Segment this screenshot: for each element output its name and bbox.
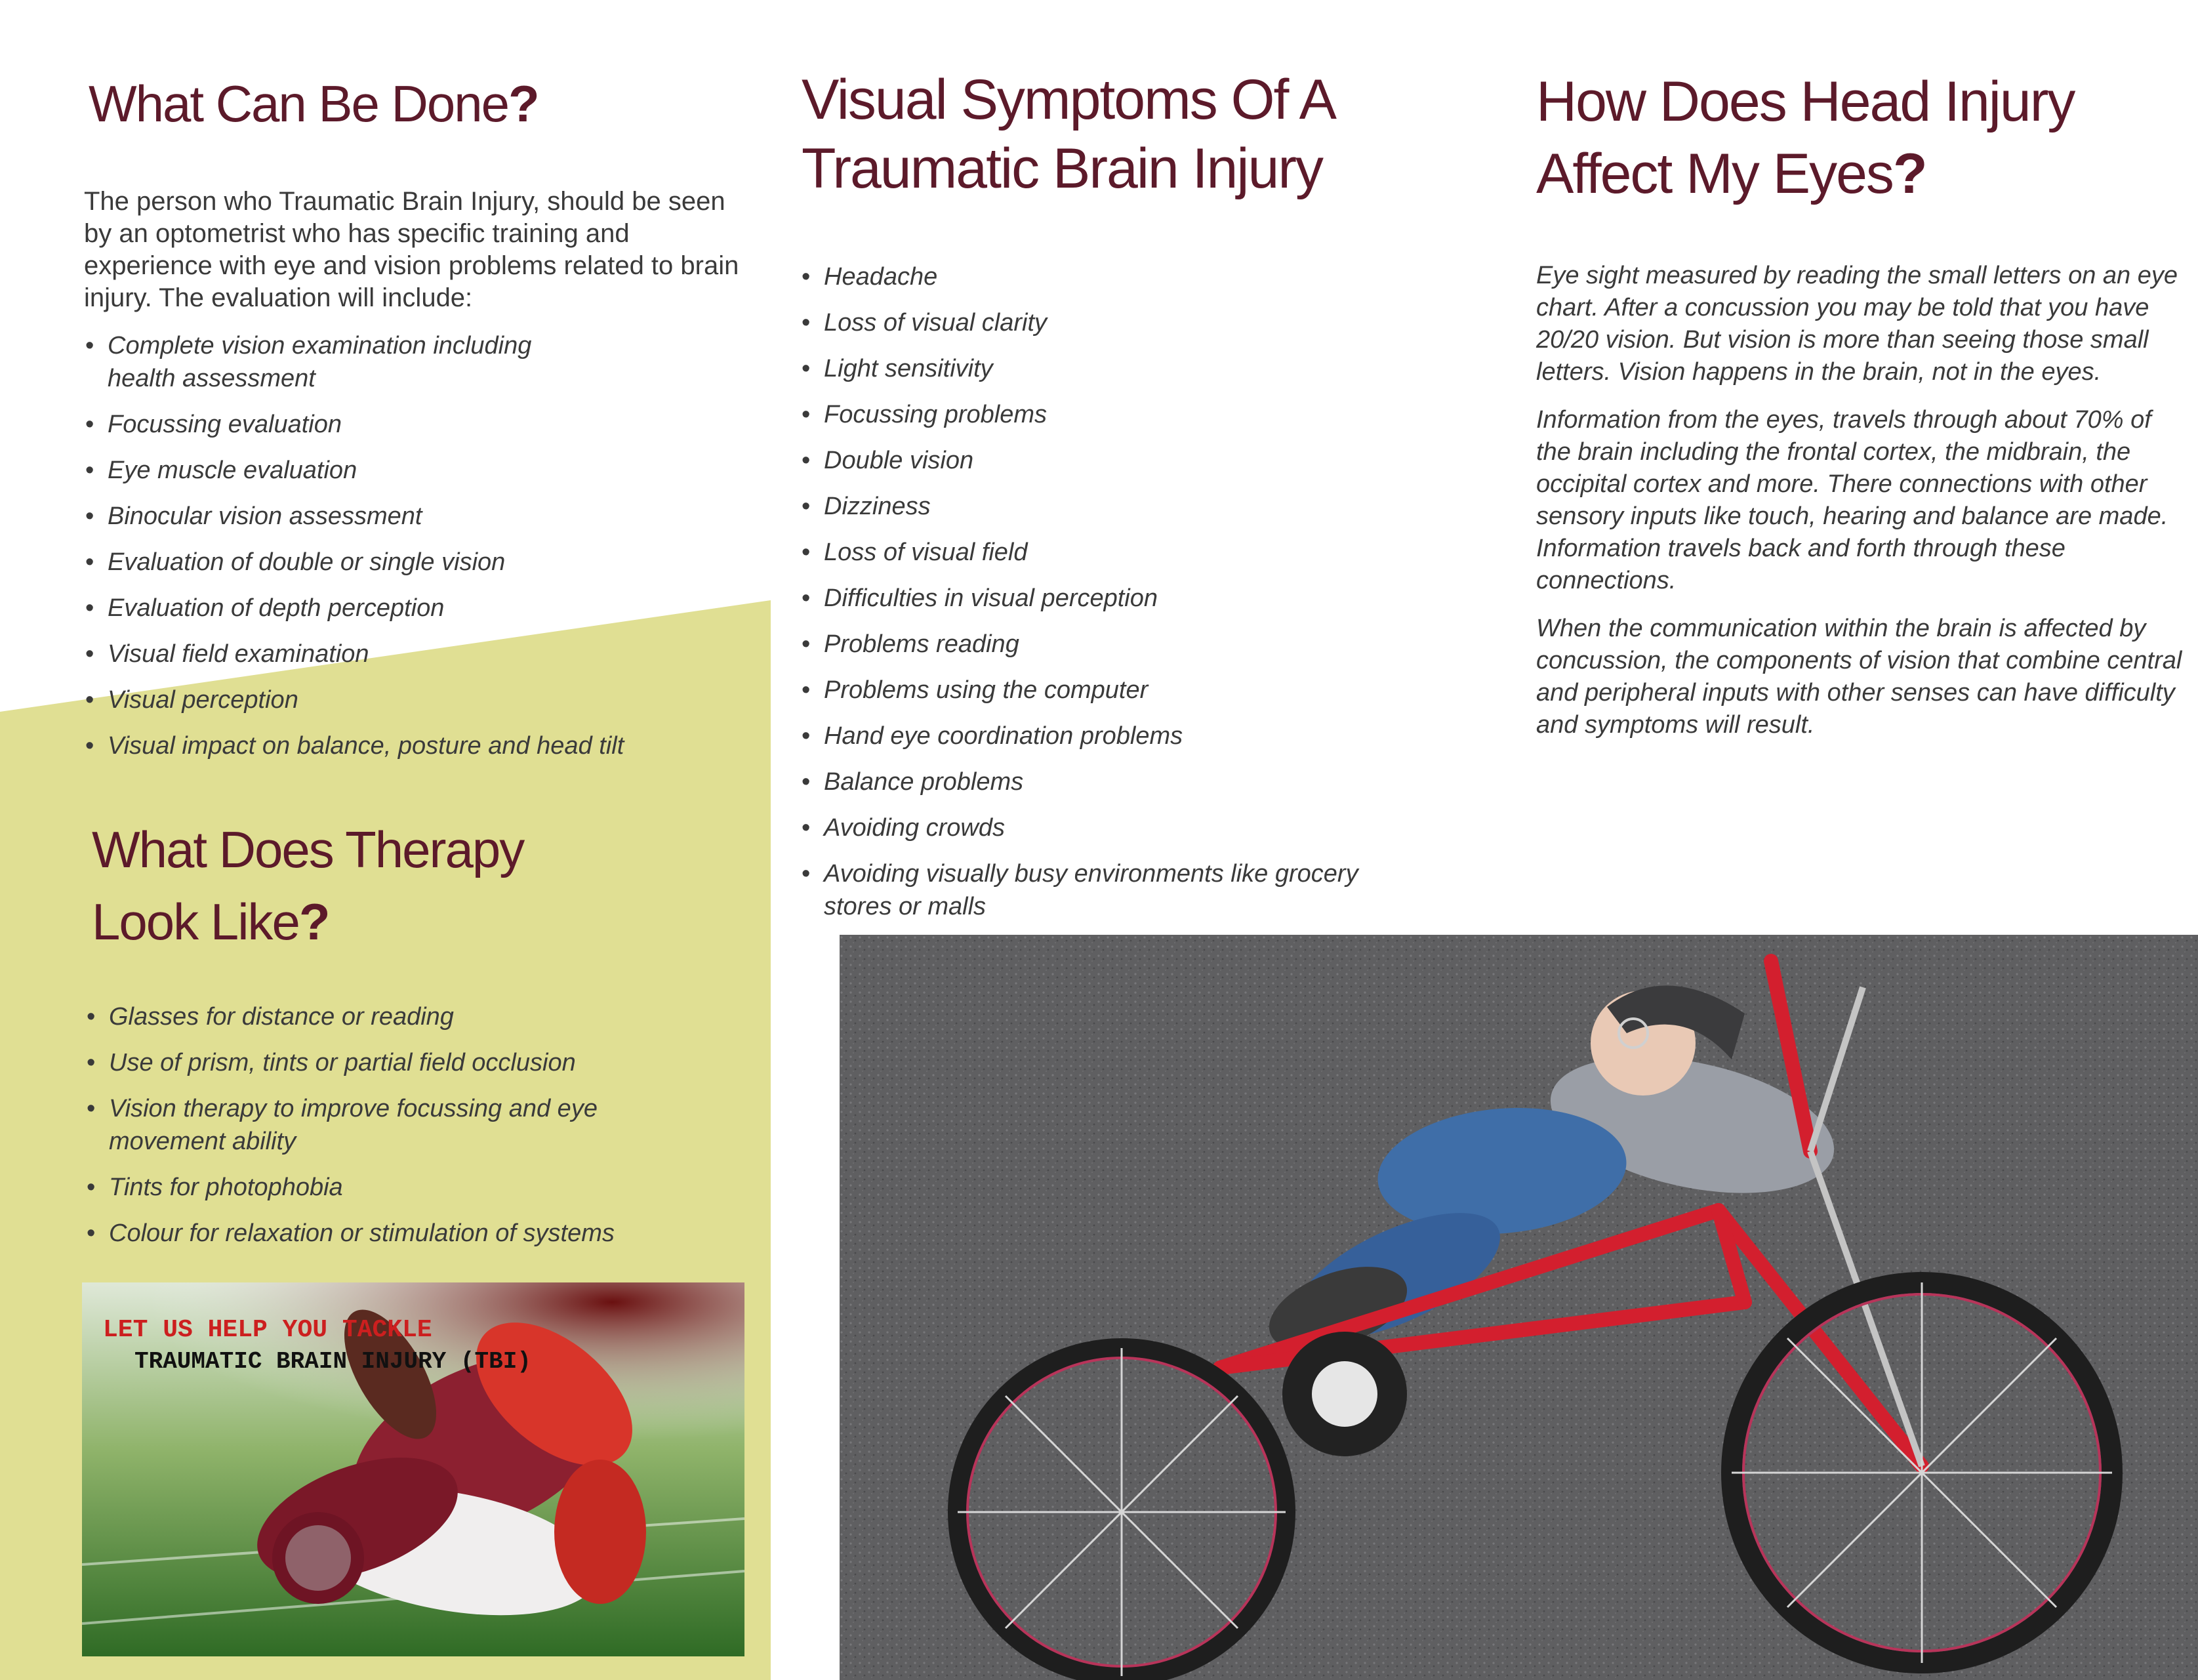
list-item: • Use of prism, tints or partial field occlusion bbox=[87, 1046, 677, 1079]
list-item: • Light sensitivity bbox=[802, 352, 1405, 385]
list-item: • Focussing problems bbox=[802, 398, 1405, 431]
list-item: • Focussing evaluation bbox=[85, 408, 741, 441]
list-item: • Complete vision examination including health assessment bbox=[85, 329, 606, 395]
list-item: • Eye muscle evaluation bbox=[85, 454, 741, 487]
tackle-text-line2: TRAUMATIC BRAIN INJURY (TBI) bbox=[134, 1348, 531, 1375]
symptoms-list bbox=[802, 260, 1405, 936]
list-item: • Binocular vision assessment bbox=[85, 500, 741, 533]
list-item: • Vision therapy to improve focussing and eye movement ability bbox=[87, 1092, 673, 1158]
list-item: • Dizziness bbox=[802, 490, 1405, 523]
list-item: • Evaluation of double or single vision bbox=[85, 546, 741, 579]
evaluation-list bbox=[85, 329, 741, 775]
head-injury-paragraph-1: Eye sight measured by reading the small letters on an eye chart. After a concussion you may be told that you have 20/20 vision. But vision is more than seeing those small letters. Vision happens in the brain, not in the eyes. bbox=[1536, 262, 2178, 386]
list-item: • Visual perception bbox=[85, 684, 741, 716]
what-can-be-done-heading: What Can Be Done? bbox=[89, 75, 539, 133]
list-item: • Avoiding visually busy environments like grocery stores or malls bbox=[802, 857, 1401, 923]
list-item: • Loss of visual clarity bbox=[802, 306, 1405, 339]
list-item: • Glasses for distance or reading bbox=[87, 1000, 677, 1033]
football-tackle-image bbox=[82, 1282, 744, 1656]
list-item: • Visual field examination bbox=[85, 638, 741, 670]
list-item: • Problems using the computer bbox=[802, 674, 1405, 707]
list-item: • Double vision bbox=[802, 444, 1405, 477]
list-item: • Difficulties in visual perception bbox=[802, 582, 1405, 615]
list-item: • Hand eye coordination problems bbox=[802, 720, 1405, 752]
list-item: • Tints for photophobia bbox=[87, 1171, 677, 1204]
head-injury-paragraph-3: When the communication within the brain is affected by concussion, the components of vision that combine central and peripheral inputs with other senses can have difficulty and symptoms will result. bbox=[1536, 615, 2182, 739]
therapy-heading: What Does Therapy Look Like? bbox=[92, 821, 524, 951]
bicycle-accident-image bbox=[840, 935, 2198, 1680]
what-can-be-done-intro: The person who Traumatic Brain Injury, should be seen by an optometrist who has specific training and experience with eye and vision problems related to brain injury. The evaluation will include: bbox=[84, 187, 739, 312]
therapy-list bbox=[87, 1000, 677, 1263]
visual-symptoms-heading: Visual Symptoms Of A Traumatic Brain Injury bbox=[802, 68, 1335, 200]
list-item: • Avoiding crowds bbox=[802, 811, 1405, 844]
list-item: • Colour for relaxation or stimulation of systems bbox=[87, 1217, 677, 1250]
head-injury-paragraph-2: Information from the eyes, travels through about 70% of the brain including the frontal cortex, the midbrain, the occipital cortex and more. There connections with other sensory inputs like touch, hearing and balance are made. Information travels back and forth through these connections. bbox=[1536, 406, 2168, 594]
list-item: • Loss of visual field bbox=[802, 536, 1405, 569]
tackle-text-line1: LET US HELP YOU TACKLE bbox=[103, 1316, 432, 1344]
list-item: • Balance problems bbox=[802, 766, 1405, 798]
list-item: • Visual impact on balance, posture and head tilt bbox=[85, 729, 741, 762]
list-item: • Problems reading bbox=[802, 628, 1405, 661]
head-injury-heading: How Does Head Injury Affect My Eyes? bbox=[1536, 70, 2075, 205]
list-item: • Headache bbox=[802, 260, 1405, 293]
list-item: • Evaluation of depth perception bbox=[85, 592, 741, 625]
